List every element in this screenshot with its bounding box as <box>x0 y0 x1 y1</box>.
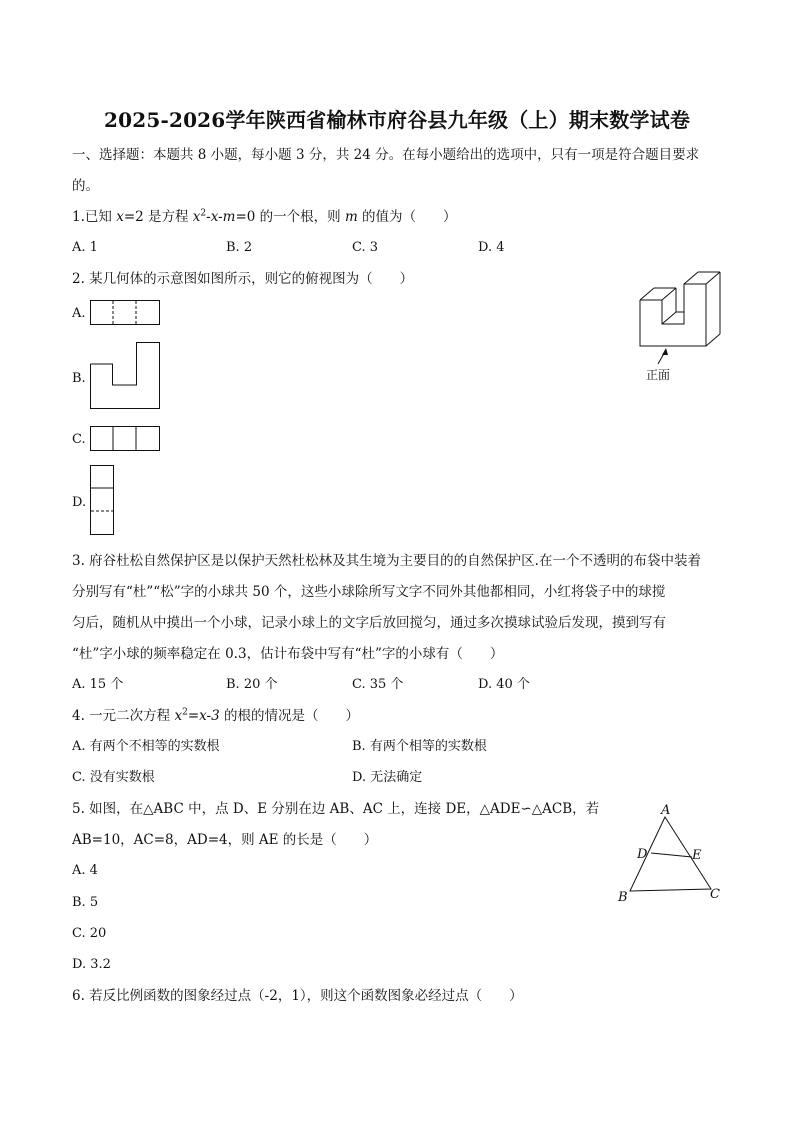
q4-text-b: 的根的情况是（ ） <box>219 708 359 724</box>
q5-option-c[interactable]: C. 20 <box>72 926 107 941</box>
q4-option-c[interactable]: C. 没有实数根 <box>72 770 155 785</box>
q5-option-b[interactable]: B. 5 <box>72 895 99 910</box>
q4-eq-rest: =x-3 <box>187 708 220 724</box>
q2-option-c-figure <box>90 426 162 454</box>
q2-figure-label: 正面 <box>646 368 671 382</box>
q3-option-a[interactable]: A. 15 个 <box>72 677 124 692</box>
section-heading: 一、选择题：本题共 8 小题，每小题 3 分，共 24 分。在每小题给出的选项中，只有一项是符合题目要求 <box>72 147 700 163</box>
q4-eq-sup: 2 <box>182 707 188 718</box>
q4-option-a[interactable]: A. 有两个不相等的实数根 <box>72 739 220 754</box>
q3-line-3: 匀后，随机从中摸出一个小球，记录小球上的文字后放回搅匀，通过多次摸球试验后发现，摸到写有 <box>72 615 666 631</box>
label-b: B <box>618 890 628 905</box>
q3-line-2: 分别写有“杜”“松”字的小球共 50 个，这些小球除所写文字不同外其他都相同，小红将袋子中的球搅 <box>72 584 666 600</box>
q1-text-a: 已知 <box>84 209 117 225</box>
q1-option-c[interactable]: C. 3 <box>352 240 379 255</box>
q4-option-b[interactable]: B. 有两个相等的实数根 <box>352 739 487 754</box>
q3-option-b[interactable]: B. 20 个 <box>226 677 278 692</box>
q2-option-b[interactable]: B. <box>72 371 86 386</box>
section-heading-cont: 的。 <box>72 178 99 194</box>
label-e: E <box>692 848 702 863</box>
q1-eq-rest: -x-m <box>206 209 236 225</box>
q4-eq: x <box>174 708 183 724</box>
q5-line-1: 5. 如图，在△ABC 中，点 D、E 分别在边 AB、AC 上，连接 DE，△ADE∽△ACB，若 <box>72 801 600 817</box>
q1-text-b: =2 是方程 <box>123 209 193 225</box>
question-1 <box>72 208 457 226</box>
q2-option-d[interactable]: D. <box>72 495 87 510</box>
q2-solid-figure <box>636 268 726 384</box>
q2-option-c[interactable]: C. <box>72 432 86 447</box>
question-2: 2. 某几何体的示意图如图所示，则它的俯视图为（ ） <box>72 271 414 287</box>
question-6: 6. 若反比例函数的图象经过点（-2，1），则这个函数图象必经过点（ ） <box>72 988 523 1004</box>
q1-eq: x <box>192 209 201 225</box>
label-d: D <box>637 847 648 862</box>
q1-option-d[interactable]: D. 4 <box>478 240 505 255</box>
q5-triangle-figure <box>612 800 732 910</box>
q3-option-d[interactable]: D. 40 个 <box>478 677 530 692</box>
q2-option-d-figure <box>90 465 118 537</box>
q5-option-d[interactable]: D. 3.2 <box>72 957 111 972</box>
q1-text-c: =0 的一个根，则 <box>235 209 345 225</box>
q2-option-a-figure <box>90 300 162 328</box>
q2-option-b-figure <box>90 342 162 412</box>
q3-line-4: “杜”字小球的频率稳定在 0.3，估计布袋中写有“杜”字的小球有（ ） <box>72 646 504 662</box>
q4-text-a: 4. 一元二次方程 <box>72 708 175 724</box>
q1-number: 1. <box>72 209 85 225</box>
q5-option-a[interactable]: A. 4 <box>72 863 98 878</box>
page-title: 2025-2026学年陕西省榆林市府谷县九年级（上）期末数学试卷 <box>103 108 691 132</box>
q1-option-b[interactable]: B. 2 <box>226 240 253 255</box>
label-a: A <box>661 803 671 818</box>
question-4 <box>72 707 359 725</box>
q1-var-x: x <box>116 209 124 225</box>
q1-var-m: m <box>344 209 358 225</box>
q2-option-a[interactable]: A. <box>72 306 86 321</box>
q5-line-2: AB=10，AC=8，AD=4，则 AE 的长是（ ） <box>72 832 378 848</box>
q1-option-a[interactable]: A. 1 <box>72 240 98 255</box>
q1-eq-sup: 2 <box>200 208 207 219</box>
label-c: C <box>710 887 720 902</box>
q4-option-d[interactable]: D. 无法确定 <box>352 770 423 785</box>
q3-line-1: 3. 府谷杜松自然保护区是以保护天然杜松林及其生境为主要目的的自然保护区.在一个不透明的布袋中装着 <box>72 553 701 569</box>
q3-option-c[interactable]: C. 35 个 <box>352 677 404 692</box>
q1-text-d: 的值为（ ） <box>357 209 457 225</box>
